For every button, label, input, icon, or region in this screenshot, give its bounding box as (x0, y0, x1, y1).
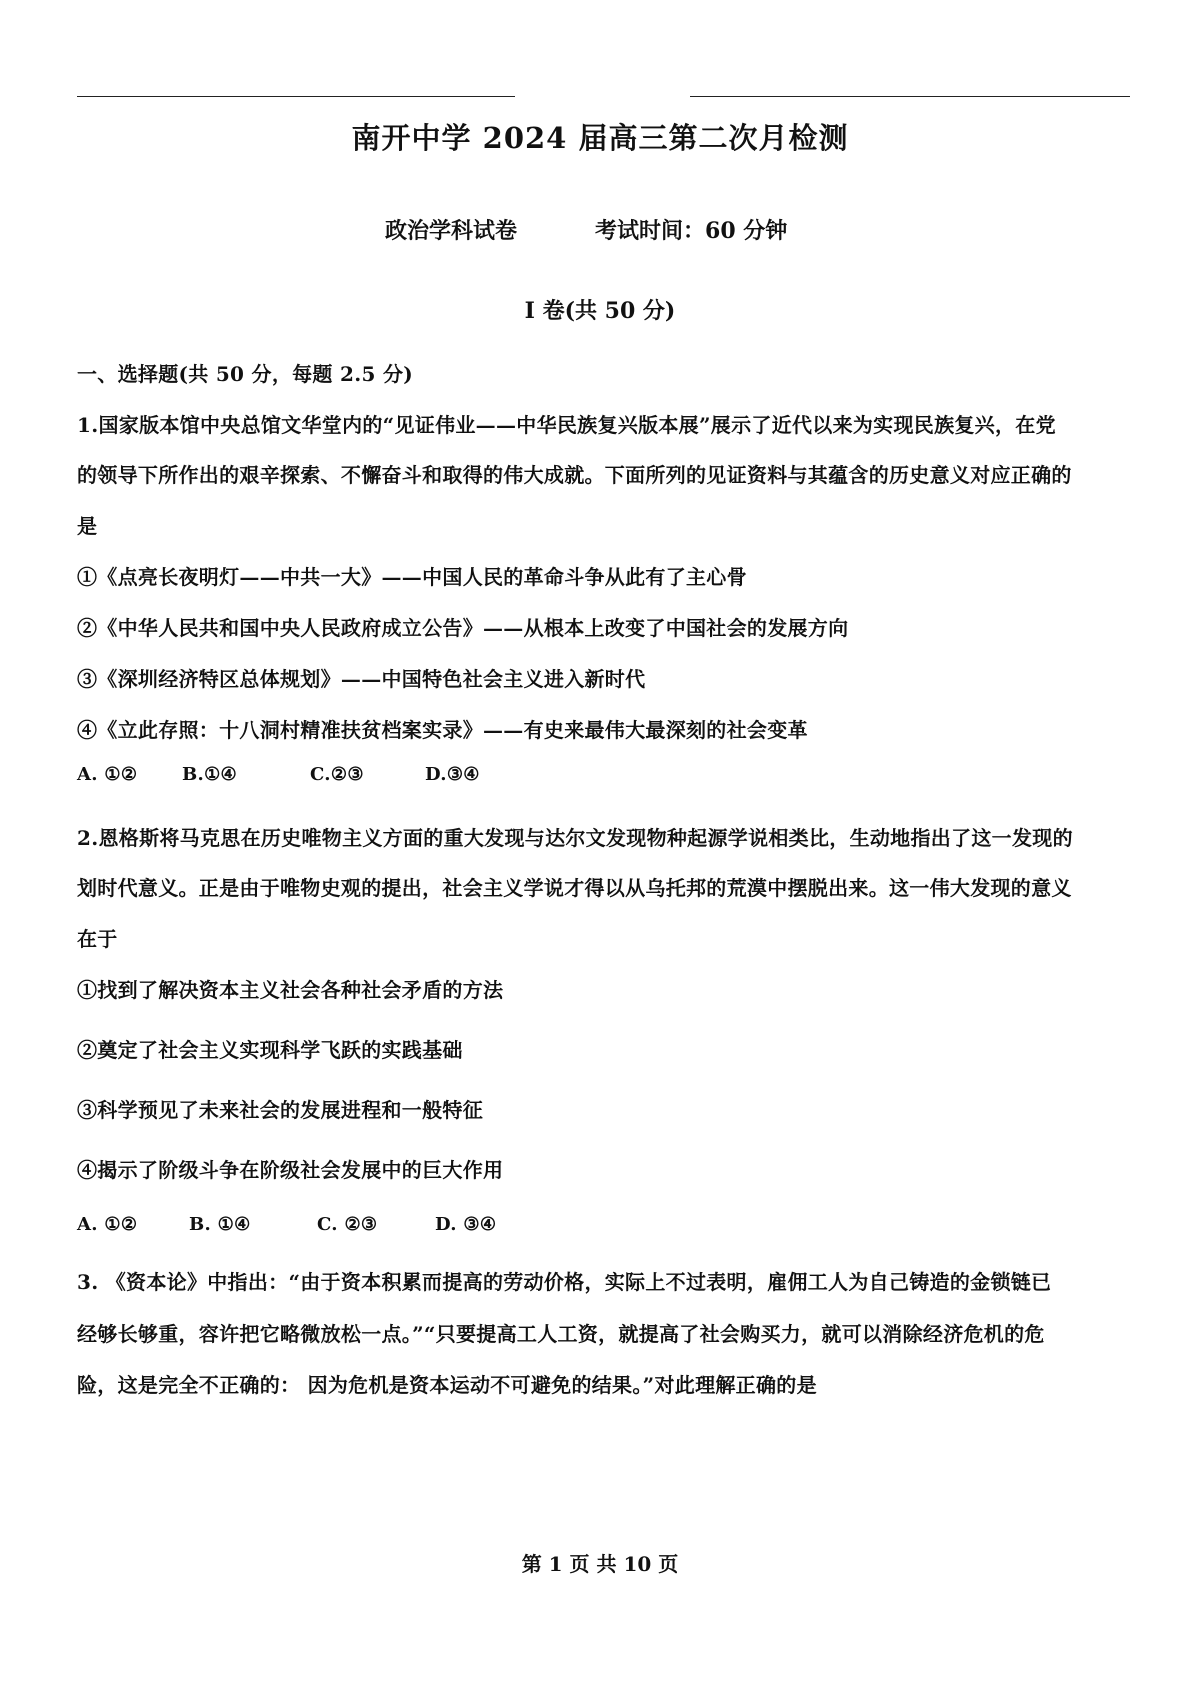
q2-item-3: ③科学预见了未来社会的发展进程和一般特征 (77, 1098, 483, 1122)
q1-option-a: A. ①② (77, 764, 138, 785)
q1-stem-line-1: 1.国家版本馆中央总馆文华堂内的“见证伟业——中华民族复兴版本展”展示了近代以来为实现民族复兴，在党 (77, 413, 1056, 437)
section-heading: 一、选择题(共 50 分，每题 2.5 分) (77, 362, 414, 386)
q1-stem-line-3: 是 (77, 514, 98, 538)
q1-item-2: ②《中华人民共和国中央人民政府成立公告》——从根本上改变了中国社会的发展方向 (77, 616, 849, 640)
q1-item-3: ③《深圳经济特区总体规划》——中国特色社会主义进入新时代 (77, 667, 646, 691)
q2-option-b: B. ①④ (189, 1214, 251, 1235)
volume-heading: I 卷(共 50 分) (524, 298, 676, 324)
q1-option-b: B.①④ (182, 764, 237, 785)
q1-stem-line-2: 的领导下所作出的艰辛探索、不懈奋斗和取得的伟大成就。下面所列的见证资料与其蕴含的历史意义对应正确的 (77, 463, 1072, 487)
q1-item-1: ①《点亮长夜明灯——中共一大》——中国人民的革命斗争从此有了主心骨 (77, 565, 747, 589)
exam-time: 考试时间：60 分钟 (595, 218, 788, 244)
q2-item-1: ①找到了解决资本主义社会各种社会矛盾的方法 (77, 978, 504, 1002)
exam-title: 南开中学 2024 届高三第二次月检测 (351, 121, 849, 155)
q2-option-d: D. ③④ (435, 1214, 497, 1235)
q2-options (77, 1214, 496, 1235)
q1-item-4: ④《立此存照：十八洞村精准扶贫档案实录》——有史来最伟大最深刻的社会变革 (77, 718, 808, 742)
q1-option-d: D.③④ (425, 764, 480, 785)
q2-option-c: C. ②③ (317, 1214, 378, 1235)
q3-stem-line-1: 3. 《资本论》中指出：“由于资本积累而提高的劳动价格，实际上不过表明，雇佣工人为自己铸造的金锁链已 (77, 1270, 1052, 1294)
q1-option-c: C.②③ (310, 764, 364, 785)
header-rule-left (77, 96, 515, 97)
q2-item-2: ②奠定了社会主义实现科学飞跃的实践基础 (77, 1038, 463, 1062)
q3-stem-line-3: 险，这是完全不正确的： 因为危机是资本运动不可避免的结果。”对此理解正确的是 (77, 1373, 817, 1397)
q3-stem-line-2: 经够长够重，容许把它略微放松一点。”“只要提高工人工资，就提高了社会购买力，就可以消除经济危机的危 (77, 1322, 1045, 1346)
subject-label: 政治学科试卷 (385, 218, 518, 244)
page-number: 第 1 页 共 10 页 (521, 1552, 679, 1576)
q2-item-4: ④揭示了阶级斗争在阶级社会发展中的巨大作用 (77, 1158, 504, 1182)
q1-options (77, 764, 480, 785)
q2-stem-line-3: 在于 (77, 927, 118, 951)
exam-subtitle (385, 214, 787, 245)
q2-option-a: A. ①② (77, 1214, 138, 1235)
q2-stem-line-2: 划时代意义。正是由于唯物史观的提出，社会主义学说才得以从乌托邦的荒漠中摆脱出来。这一伟大发现的意义 (77, 876, 1072, 900)
header-rule-right (690, 96, 1130, 97)
q2-stem-line-1: 2.恩格斯将马克思在历史唯物主义方面的重大发现与达尔文发现物种起源学说相类比，生动地指出了这一发现的 (77, 826, 1073, 850)
